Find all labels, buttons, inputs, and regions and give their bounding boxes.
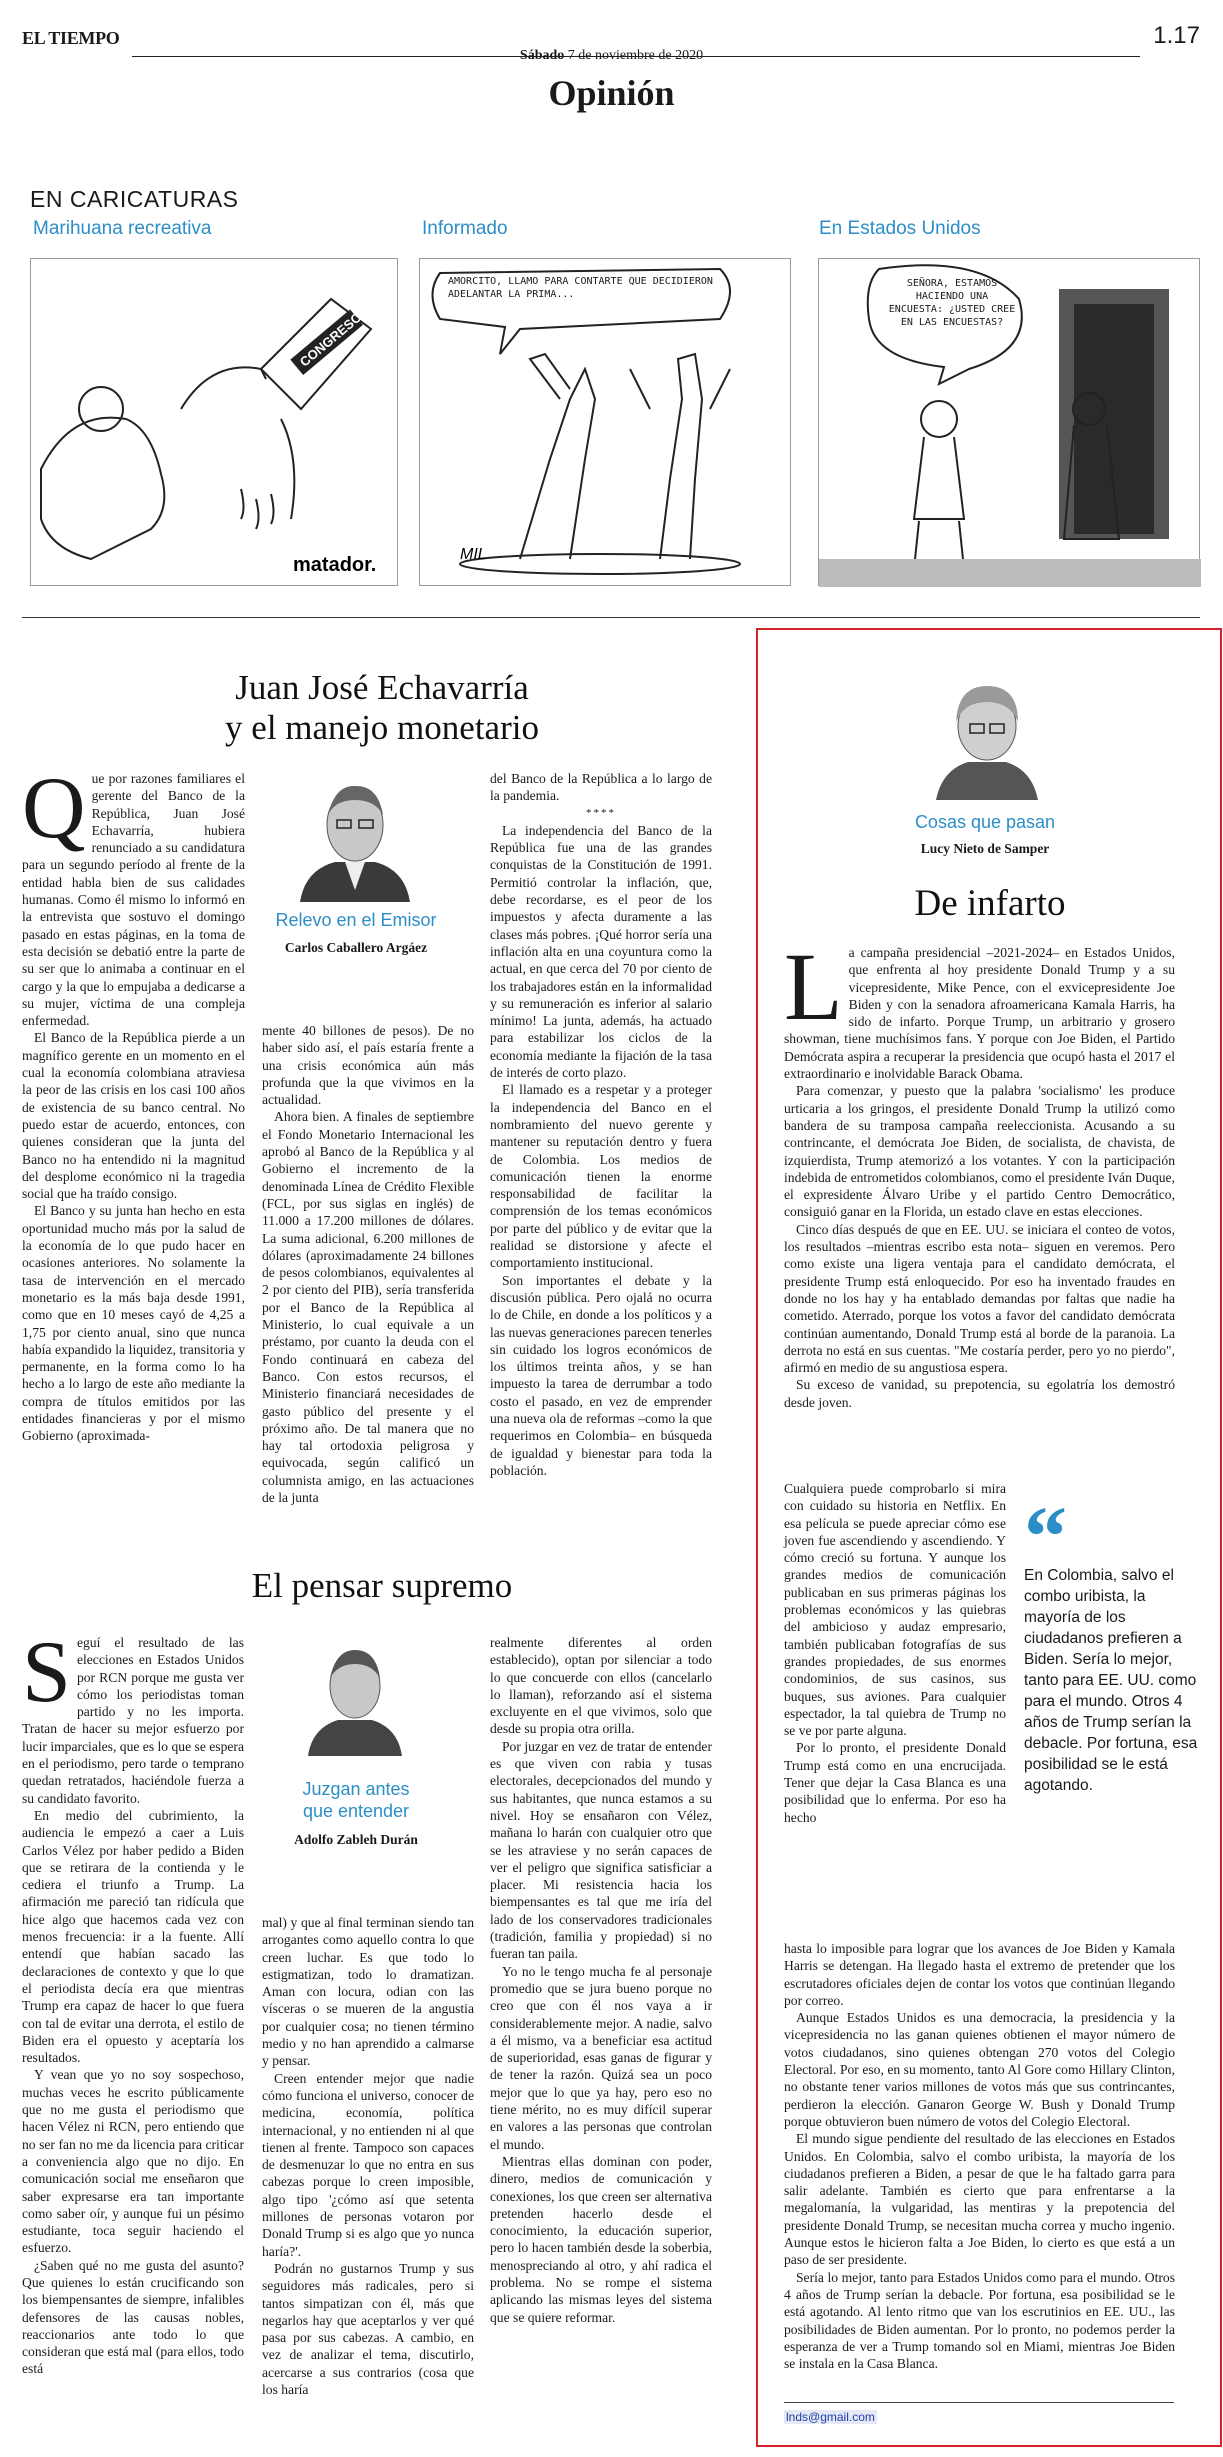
cartoon-caption-3: En Estados Unidos: [819, 218, 981, 239]
cartoon-3-drawing: [819, 259, 1201, 587]
cartoon-caption-2: Informado: [422, 218, 508, 239]
dateline: [0, 48, 1223, 64]
article-3-headline: De infarto: [914, 883, 1066, 924]
article-1-paragraph: mente 40 billones de pesos). De no haber sido así, el país estaría frente a una crisis económica aún más profunda que la que vivimos en la actualidad.: [262, 1023, 474, 1108]
article-1-paragraph: Son importantes el debate y la discusión pública. Pero ojalá no ocurra lo de Chile, en donde a los políticos y a las nuevas generaciones parecen tenerles sin cuidado los logros económicos de los últimos treinta años, y se han impuesto la tarea de derrumbar a todo costo el pasado, en vez de emprender una nueva ola de reformas –como la que requerimos en Colombia– en búsqueda de igualdad y bienestar para toda la población.: [490, 1272, 712, 1478]
article-2-paragraph: Por juzgar en vez de tratar de entender es que viven con rabia y tusas electorales, decepcionados del mundo y sus habitantes, que nunca estamos a su nivel. Hoy se ensañaron con Vélez, mañana lo harán con cualquier otro que se les atraviese y no serán capaces de ver el peligro que significa satisficiar a placer. Mi resistencia hacia los biempensantes es tal que me iría del lado de los conservadores tradicionales (tradición, familia y propiedad) si no fueran tan paila.: [490, 1738, 712, 1962]
article-3-column-end: [784, 1940, 1175, 2398]
article-2-paragraph: ¿Saben qué no me gusta del asunto? Que quienes lo están crucificando son los biempensantes de siempre, infalibles defensores de las causas nobles, reaccionarios ante todo lo que consideran que está mal (para ellos, todo está: [22, 2257, 244, 2377]
article-1-headline-line2: y el manejo monetario: [225, 708, 539, 747]
article-1-column-3: [490, 770, 712, 1488]
article-2-paragraph: En medio del cubrimiento, la audiencia le empezó a caer a Luis Carlos Vélez por haber pedido a Biden que se retirara de la contienda y le cediera el triunfo a Trump. La afirmación me pareció tan ridícula que hice algo que hacemos cada vez con menos frecuencia: ir a la fuente. Allí entendí que habían sacado las declaraciones de contexto y que lo que el periodista decía era que mientras Trump era capaz de hacer lo que fuera con tal de evitar una derrota, el estilo de Biden era el opuesto y aceptaría los resultados.: [22, 1807, 244, 2066]
article-1-paragraph: Ahora bien. A finales de septiembre el Fondo Monetario Internacional les aprobó al Banco de la República y al Gobierno el incremento de la denominada Línea de Crédito Flexible (FCL, por sus siglas en inglés) de 11.000 a 17.200 millones de dólares. La suma adicional, 6.200 millones de dólares (aproximadamente 24 billones de pesos colombianos, equivalentes al 2 por ciento del PIB), sería transferida por el Banco de la República al Ministerio, lo cual equivale a un préstamo, por cuanto la deuda con el Fondo continuará en cabeza del Banco. Con estos recursos, el Ministerio financiará necesidades de gasto público del presente y el próximo año. De tal manera que no hay tal ortodoxia peligrosa y equivocada, según calificó un columnista amigo, en las actuaciones de la junta: [262, 1109, 474, 1506]
article-2-paragraph: Mientras ellas dominan con poder, dinero, medios de comunicación y conexiones, los que creen ser alternativa pretenden hacerlo desde el conocimiento, la educación superior, pero lo hacen también desde la soberbia, menospreciando al otro, y ahí radica el problema. No se rompe el sistema aplicando las mismas leyes del sistema que se quiere reformar.: [490, 2153, 712, 2325]
article-3-paragraph: Para comenzar, y puesto que la palabra 'socialismo' les produce urticaria a los gringos, el presidente Donald Trump la utilizó como bandera de su tramposa campaña reeleccionista. Acusando a su contrincante, el demócrata Joe Biden, de socialista, de chavista, de izquierdista, Trump atemorizó a los votantes. Y con la participación indebida de entrometidos colombianos, como el presidente Iván Duque, el expresidente Álvaro Uribe y el partido Centro Democrático, consiguió ganar en la Florida, un estado clave en estas elecciones.: [784, 1083, 1175, 1220]
article-2-column-1: [22, 1624, 244, 2424]
email-divider: [784, 2402, 1174, 2403]
pullquote: En Colombia, salvo el combo uribista, la mayoría de los ciudadanos prefieren a Biden. Sería lo mejor, tanto para EE. UU. como para el mundo. Otros 4 años de Trump serían la debacle. Por fortuna, esa posibilidad se le está agotando.: [1024, 1567, 1198, 1794]
article-1-paragraph: El Banco y su junta han hecho en esta oportunidad mucho más por la salud de la economía de lo que pudo hacer en ocasiones anteriores. No solamente la tasa de intervención en el mercado monetario es la más baja desde 1991, como que en 10 meses cayó de 4,25 a 1,75 por ciento anual, sino que nunca había expandido la liquidez, transitoria y permanente, en la forma como lo ha hecho a lo largo de este año mediante la compra de títulos emitidos por las entidades financieras y por el mismo Gobierno (aproximada-: [22, 1203, 245, 1444]
article-2-column-name-line1: Juzgan antes: [302, 1779, 410, 1799]
article-3-paragraph: a campaña presidencial –2021-2024– en Estados Unidos, que enfrenta al hoy presidente Donald Trump y a su vicepresidente, Mike Pence, con el exvicepresidente Joe Biden y con la senadora afroamericana Kamala Harris, ha sido de infarto. Porque Trump, un arbitrario y grosero showman, tiene muchísimos fans. Y porque con Joe Biden, el Partido Demócrata aspira a recuperar la presidencia que ocupó hasta el 2017 el extraordinario e inolvidable Barack Obama.: [784, 945, 1175, 1082]
cartoons-divider: [22, 617, 1200, 618]
article-2-paragraph: mal) y que al final terminan siendo tan arrogantes como aquello contra lo que creen luchar. Es que todo lo estigmatizan, todo lo dramatizan. Aman con locura, odian con las vísceras o se mueren de la angustia por cualquier cosa; no tienen término medio y no han aprendido a calmarse y pensar.: [262, 1915, 474, 2069]
article-3-paragraph: Sería lo mejor, tanto para Estados Unidos como para el mundo. Otros 4 años de Trump serían la debacle. Por fortuna, esa posibilidad se le está agotando. Al lento ritmo que van los escrutinios en EE. UU., las posibilidades de Biden aumentan. Por lo pronto, no podemos perder la esperanza de ver a Trump tomando sol en Miami, mientras Joe Biden se instala en la Casa Blanca.: [784, 2269, 1175, 2372]
article-2-paragraph: Creen entender mejor que nadie cómo funciona el universo, conocer de medicina, economía, política internacional, y no entienden ni al que tienen al frente. Tampoco son capaces de desmenuzar lo que no entra en sus cabezas porque lo creen imposible, algo tipo '¿cómo así que setenta millones de personas votaron por Donald Trump si es algo que yo nunca haría?'.: [262, 2070, 474, 2259]
cartoon-3-speech: SEÑORA, ESTAMOS HACIENDO UNA ENCUESTA: ¿USTED CREE EN LAS ENCUESTAS?: [888, 278, 1016, 328]
article-3-paragraph: Cualquiera puede comprobarlo si mira con cuidado su historia en Netflix. En esa película se puede apreciar cómo ese joven fue ascendiendo y ascendiendo. Y cómo creció su fortuna. Y aunque los grandes medios de comunicación publicaban en sus primeras páginas los problemas económicos y las quiebras del ambicioso y audaz empresario, también publicaban fotografías de sus grandes propiedades, de sus enormes condominios, de sus casinos, sus buques, sus aviones. Para cualquier espectador, la tal quiebra de Trump no se ve por parte alguna.: [784, 1481, 1006, 1739]
author-portrait-icon: [928, 672, 1046, 800]
article-2-column-3: [490, 1634, 712, 2424]
article-1-column-name: Relevo en el Emisor: [275, 910, 437, 930]
article-1-headline: [22, 668, 742, 748]
article-2-paragraph: Y vean que yo no soy sospechoso, muchas veces he escrito públicamente que no me gusta el periodismo que hacen Vélez ni RCN, pero entiendo que no ser fan no me da licencia para criticar a conveniencia algo que no dijo. En comunicación social me enseñaron que saber expresarse era tan importante como saber oír, y aunque fui un pésimo estudiante, toca seguir haciendo el esfuerzo.: [22, 2067, 244, 2256]
article-3-paragraph: El mundo sigue pendiente del resultado de las elecciones en Estados Unidos. En Colombia, salvo el combo uribista, la mayoría de los ciudadanos prefieren a Biden, a pesar de que le ha faltado garra para salir adelante. También es cierto que para enfrentarse a la megalomanía, la vulgaridad, las mentiras y la prepotencia del presidente Donald Trump, se necesitan mucha correa y mucho ingenio. Aunque estos le hicieron falta a Joe Biden, lo cierto es que está a un paso de ser presidente.: [784, 2131, 1175, 2268]
cartoon-1-sign: CONGRESO: [296, 309, 365, 370]
article-3-author: Lucy Nieto de Samper: [920, 841, 1050, 856]
article-3-paragraph: Cinco días después de que en EE. UU. se iniciara el conteo de votos, los resultados –mientras escribo esta nota– siguen en veremos. Pero como existe una ligera ventaja para el candidato demócrata, el presidente Trump está enloquecido. Por eso ha inventado fraudes en donde no los hay y ha entablado demandas por faltas que nadie ha cometido. Aterrado, porque los votos a favor del candidato demócrata continúan aumentando, Donald Trump está al borde de la paranoia. La derrota no está en sus cuentas. "Me costaría perder, pero yo no pierdo", afirmó en medio de su angustiosa espera.: [784, 1221, 1175, 1376]
cartoon-caption-1: Marihuana recreativa: [33, 218, 212, 239]
article-2-paragraph: Podrán no gustarnos Trump y sus seguidores más radicales, pero si tantos simpatizan con él, más que negarlos hay que aceptarlos y ver qué pasa por sus cabezas. A cambio, en vez de analizar el tema, discutirlo, acercarse a sus contrarios (cosa que los haría: [262, 2260, 474, 2398]
article-3-paragraph: Por lo pronto, el presidente Donald Trump está como en una encrucijada. Tener que dejar la Casa Blanca es una posibilidad que lo enferma. Por eso ha hecho: [784, 1740, 1006, 1825]
article-2-column-name-line2: que entender: [302, 1801, 410, 1821]
article-3-dropcap: L: [784, 933, 843, 1040]
cartoon-1-signature: matador.: [293, 554, 377, 576]
cartoon-2-speech: AMORCITO, LLAMO PARA CONTARTE QUE DECIDIERON ADELANTAR LA PRIMA...: [448, 276, 713, 300]
article-1-paragraph: del Banco de la República a lo largo de la pandemia.: [490, 771, 712, 804]
section-stars: ****: [586, 806, 616, 819]
date-rest: 7 de noviembre de 2020: [564, 48, 704, 63]
article-2-paragraph: realmente diferentes al orden establecido), optan por silenciar a todo lo que concuerde con ellos (cancelarlo lo llaman), reforzando así el sistema excluyente en el que vivimos, solo que desde su propia otra orilla.: [490, 1635, 712, 1737]
article-2-paragraph: Yo no le tengo mucha fe al personaje promedio que se jura bueno porque no creo que con él nos vaya a ir considerablemente mejor. A nadie, salvo a él mismo, va a beneficiar esa actitud de superioridad, esas ganas de figurar y de tener la razón. Quizá sea un poco mejor que lo que ya hay, pero eso no tiene mérito, no es muy difícil superar en valores a las personas que controlan el mundo.: [490, 1963, 712, 2152]
cartoon-2-drawing: [420, 259, 792, 587]
article-1-author-photo: [290, 770, 420, 902]
article-3-paragraph: hasta lo imposible para lograr que los avances de Joe Biden y Kamala Harris se detengan. Ha llegado hasta el extremo de pretender que los escrutadores oficiales dejen de contar los votos que continúan llegando por correo.: [784, 1941, 1175, 2008]
article-2-headline: El pensar supremo: [251, 1566, 513, 1605]
article-3-author-photo: [928, 672, 1046, 800]
article-3-column-full: [784, 933, 1175, 1476]
article-1-column-1: [22, 760, 245, 1488]
article-2-paragraph: eguí el resultado de las elecciones en Estados Unidos por RCN porque me gusta ver cómo los periodistas toman partido y no les importa. Tratan de hacer su mejor esfuerzo por lucir imparciales, que es lo que se espera en el periodismo, pero tarde o temprano quedan retratados, haciéndole fuerza a su candidato favorito.: [22, 1635, 244, 1806]
section-title: Opinión: [548, 73, 675, 113]
article-1-paragraph: La independencia del Banco de la República fue una de las grandes conquistas de la Constitución de 1991. Permitió controlar la inflación, que, debe recordarse, es el peor de los impuestos y afecta duramente a las clases más pobres. ¡Qué horror sería una inflación alta en una coyuntura como la actual, en que cerca del 70 por ciento de los trabajadores están en la informalidad y su remuneración es inferior al salario mínimo! La junta, además, ha actuado para estabilizar los ciclos de la economía mediante la fijación de la tasa de interés de corto plazo.: [490, 822, 712, 1081]
article-2-column-2: [262, 1914, 474, 2424]
cartoon-informado: [419, 258, 791, 586]
page-number: 1.17: [1153, 22, 1200, 49]
article-3-column-name: Cosas que pasan: [914, 812, 1056, 832]
article-1-paragraph: El Banco de la República pierde a un magnífico gerente en un momento en el cual la economía colombiana atraviesa la peor de las crisis en los casi 100 años de existencia de su banco central. No puedo estar de acuerdo, entonces, con quienes consideran que la junta del Banco no ha entendido ni la magnitud del desplome económico ni la tragedia social que ha traído consigo.: [22, 1030, 245, 1202]
article-2-author-photo: [300, 1638, 410, 1756]
date-day: Sábado: [519, 48, 565, 63]
pullquote-mark: “: [1024, 1488, 1067, 1584]
cartoon-estados-unidos: [818, 258, 1200, 586]
article-3-paragraph: Su exceso de vanidad, su prepotencia, su egolatría los demostró desde joven.: [784, 1377, 1175, 1410]
article-1-paragraph: ue por razones familiares el gerente del Banco de la República, Juan José Echavarría, hubiera renunciado a su candidatura para un segundo período al frente de la entidad habla bien de sus calidades humanas. Como él mismo lo informó en la entrevista que sostuvo el domingo pasado en estas páginas, en la toma de esta decisión se debatió entre la parte de su ser que lo animaba a continuar en el cargo y la que lo empujaba a dedicarse a su mujer, víctima de una compleja enfermedad.: [22, 771, 245, 1029]
cartoon-2-signature: MIL: [460, 546, 487, 563]
article-1-dropcap: Q: [22, 760, 86, 857]
article-1-author: Carlos Caballero Argáez: [284, 940, 428, 955]
newspaper-brand: EL TIEMPO: [22, 28, 120, 48]
cartoon-1-drawing: [31, 259, 399, 587]
article-3-paragraph: Aunque Estados Unidos es una democracia, la presidencia y la vicepresidencia no las ganan quienes obtienen el mayor número de votos ciudadanos, sino quienes obtengan 270 votos del Colegio Electoral. Por eso, en su momento, tanto Al Gore como Hillary Clinton, no obstante tener varios millones de votos más que sus contrincantes, perdieron la elección. Ganaron George W. Bush y Donald Trump porque obtuvieron buen número de votos del Colegio Electoral.: [784, 2010, 1175, 2129]
article-3-column-narrow: [784, 1480, 1006, 1938]
article-1-column-2: [262, 1022, 474, 1506]
article-1-paragraph: El llamado es a respetar y a proteger la independencia del Banco en el nombramiento del nuevo gerente y mantener su reputación dentro y fuera de Colombia. Los medios de comunicación tienen la enorme responsabilidad de facilitar la comprensión de los temas económicos por parte del público y de evitar que la realidad se distorsione y afecte el comportamiento institucional.: [490, 1082, 712, 1271]
author-portrait-icon: [290, 770, 420, 902]
article-1-headline-line1: Juan José Echavarría: [235, 668, 529, 707]
article-2-author: Adolfo Zableh Durán: [294, 1832, 418, 1847]
cartoons-heading: EN CARICATURAS: [30, 186, 239, 212]
author-email-link[interactable]: lnds@gmail.com: [786, 2410, 875, 2424]
article-2-column-name: [252, 1778, 460, 1822]
article-2-dropcap: S: [22, 1624, 71, 1721]
author-portrait-icon: [300, 1638, 410, 1756]
cartoon-marihuana: [30, 258, 398, 586]
